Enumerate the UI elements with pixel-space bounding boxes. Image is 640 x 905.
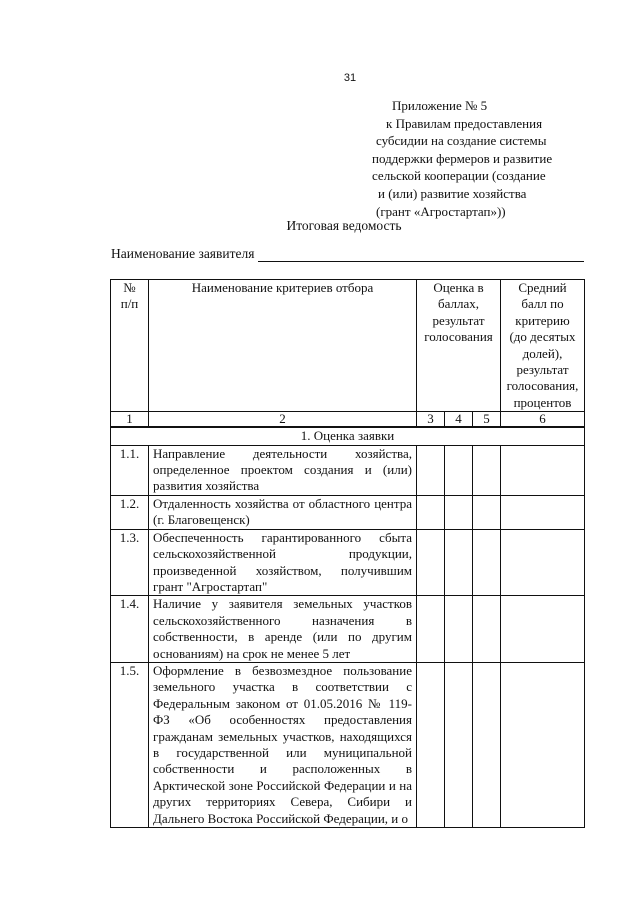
table-row: [111, 495, 585, 529]
average-cell[interactable]: [501, 445, 585, 495]
document-title: Итоговая ведомость: [286, 218, 402, 233]
column-number: 6: [501, 412, 585, 428]
score-cell[interactable]: [473, 596, 501, 663]
section-title: 1. Оценка заявки: [111, 427, 585, 445]
applicant-underline[interactable]: [258, 247, 584, 262]
score-cell[interactable]: [473, 495, 501, 529]
average-cell[interactable]: [501, 662, 585, 827]
table-header-row: [111, 280, 585, 412]
header-score: Оценка в баллах, результат голосования: [417, 280, 501, 412]
score-cell[interactable]: [445, 445, 473, 495]
criterion-number: 1.2.: [111, 495, 149, 529]
applicant-field: [111, 246, 584, 262]
column-number: 4: [445, 412, 473, 428]
header-num: № п/п: [111, 280, 149, 412]
appendix-line: субсидии на создание системы: [376, 133, 547, 149]
score-cell[interactable]: [445, 495, 473, 529]
average-cell[interactable]: [501, 495, 585, 529]
criterion-text: Отдаленность хозяйства от областного центра (г. Благовещенск): [149, 495, 417, 529]
score-cell[interactable]: [445, 596, 473, 663]
criterion-number: 1.5.: [111, 662, 149, 827]
column-number: 5: [473, 412, 501, 428]
column-number: 2: [149, 412, 417, 428]
appendix-line: сельской кооперации (создание: [372, 168, 546, 184]
score-cell[interactable]: [445, 529, 473, 596]
criteria-table: [110, 279, 585, 828]
table-row: [111, 596, 585, 663]
score-cell[interactable]: [417, 495, 445, 529]
score-cell[interactable]: [417, 596, 445, 663]
criterion-number: 1.1.: [111, 445, 149, 495]
appendix-line: Приложение № 5: [392, 98, 488, 113]
appendix-line: к Правилам предоставления: [386, 115, 543, 131]
score-cell[interactable]: [473, 529, 501, 596]
criterion-text: Наличие у заявителя земельных участков сельскохозяйственного назначения в собственности, в аренде (или по другим основаниям) на срок не менее 5 лет: [149, 596, 417, 663]
header-criteria: Наименование критериев отбора: [149, 280, 417, 412]
column-numbering-row: [111, 412, 585, 428]
criterion-text: Направление деятельности хозяйства, определенное проектом создания и (или) развития хозяйства: [149, 445, 417, 495]
page-number: 31: [343, 72, 357, 84]
header-average: Средний балл по критерию (до десятых долей), результат голосования, процентов: [501, 280, 585, 412]
appendix-line: (грант «Агростартап»)): [376, 203, 506, 219]
criterion-text: Обеспеченность гарантированного сбыта сельскохозяйственной продукции, произведенной хозяйством, получившим грант "Агростартап": [149, 529, 417, 596]
table-row: [111, 529, 585, 596]
appendix-line: поддержки фермеров и развитие: [372, 150, 553, 166]
score-cell[interactable]: [417, 662, 445, 827]
appendix-line: и (или) развитие хозяйства: [378, 185, 527, 201]
score-cell[interactable]: [473, 445, 501, 495]
column-number: 3: [417, 412, 445, 428]
section-row: [111, 427, 585, 445]
score-cell[interactable]: [417, 445, 445, 495]
criterion-number: 1.3.: [111, 529, 149, 596]
score-cell[interactable]: [417, 529, 445, 596]
criterion-text: Оформление в безвозмездное пользование земельного участка в соответствии с Федеральным законом от 01.05.2016 № 119-ФЗ «Об особенностях предоставления гражданам земельных участков, находящихся в государственной или муниципальной собственности и расположенных в Арктической зоне Российской Федерации и на других территориях Севера, Сибири и Дальнего Востока Российской Федерации, и о: [149, 662, 417, 827]
score-cell[interactable]: [473, 662, 501, 827]
average-cell[interactable]: [501, 596, 585, 663]
column-number: 1: [111, 412, 149, 428]
average-cell[interactable]: [501, 529, 585, 596]
criterion-number: 1.4.: [111, 596, 149, 663]
appendix-header: [372, 97, 592, 220]
table-row: [111, 445, 585, 495]
score-cell[interactable]: [445, 662, 473, 827]
applicant-label: Наименование заявителя: [111, 246, 255, 261]
table-row: [111, 662, 585, 827]
